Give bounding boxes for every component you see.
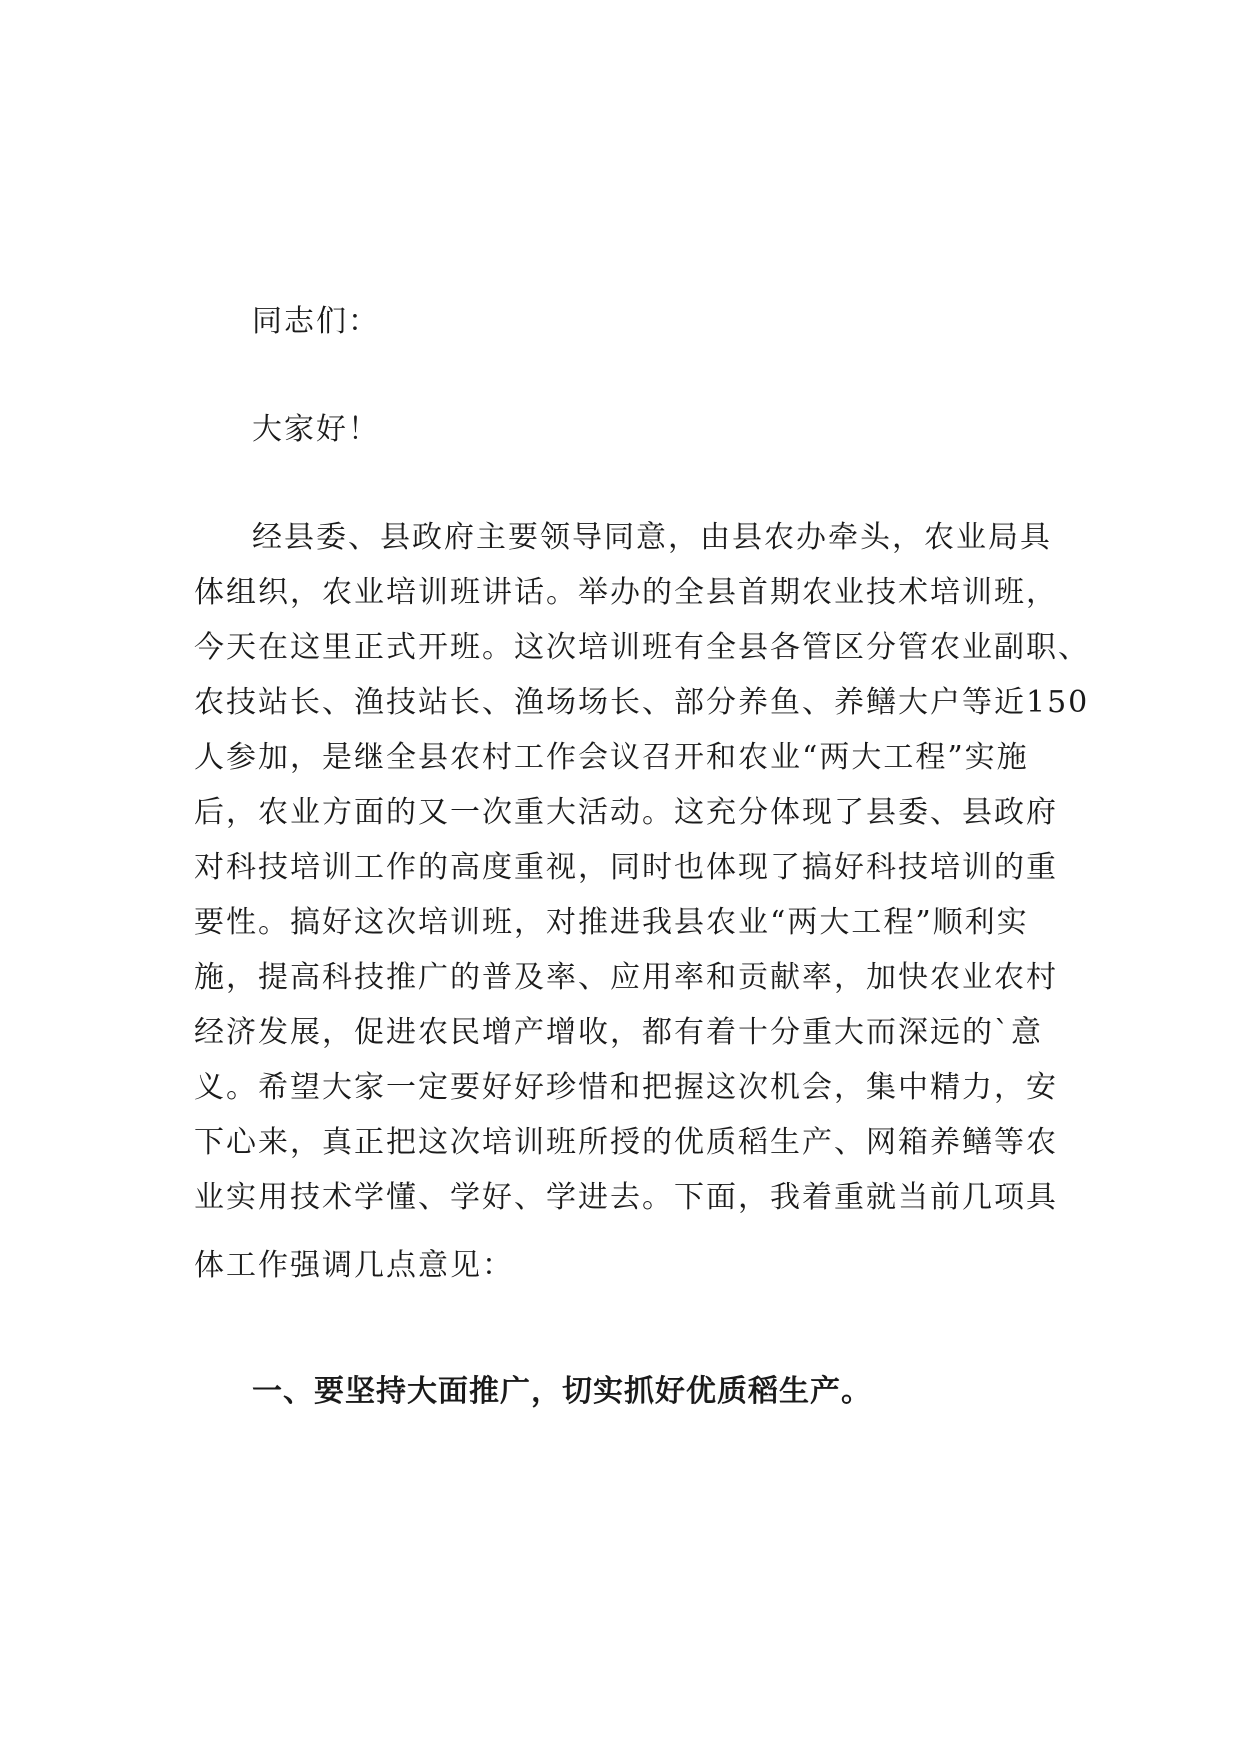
salutation-greeting: 大家好！: [252, 412, 380, 447]
paragraph-line: 要性。搞好这次培训班，对推进我县农业“两大工程”顺利实: [194, 905, 1029, 940]
paragraph-line: 后，农业方面的又一次重大活动。这充分体现了县委、县政府: [194, 795, 1058, 830]
paragraph-line: 经县委、县政府主要领导同意，由县农办牵头，农业局具: [252, 520, 1052, 555]
paragraph-line: 对科技培训工作的高度重视，同时也体现了搞好科技培训的重: [194, 850, 1058, 885]
paragraph-line: 体工作强调几点意见：: [194, 1248, 514, 1283]
salutation-comrades: 同志们：: [252, 304, 380, 339]
paragraph-line: 体组织，农业培训班讲话。举办的全县首期农业技术培训班，: [194, 575, 1058, 610]
paragraph-line: 义。希望大家一定要好好珍惜和把握这次机会，集中精力，安: [194, 1070, 1058, 1105]
paragraph-line: 今天在这里正式开班。这次培训班有全县各管区分管农业副职、: [194, 630, 1090, 665]
section-heading: 一、要坚持大面推广，切实抓好优质稻生产。: [252, 1374, 872, 1409]
paragraph-line: 经济发展，促进农民增产增收，都有着十分重大而深远的`意: [194, 1015, 1043, 1050]
paragraph-line: 农技站长、渔技站长、渔场场长、部分养鱼、养鳝大户等近150: [194, 685, 1090, 720]
paragraph-line: 下心来，真正把这次培训班所授的优质稻生产、网箱养鳝等农: [194, 1125, 1058, 1160]
paragraph-line: 人参加，是继全县农村工作会议召开和农业“两大工程”实施: [194, 740, 1029, 775]
paragraph-line: 业实用技术学懂、学好、学进去。下面，我着重就当前几项具: [194, 1180, 1058, 1215]
paragraph-line: 施，提高科技推广的普及率、应用率和贡献率，加快农业农村: [194, 960, 1058, 995]
